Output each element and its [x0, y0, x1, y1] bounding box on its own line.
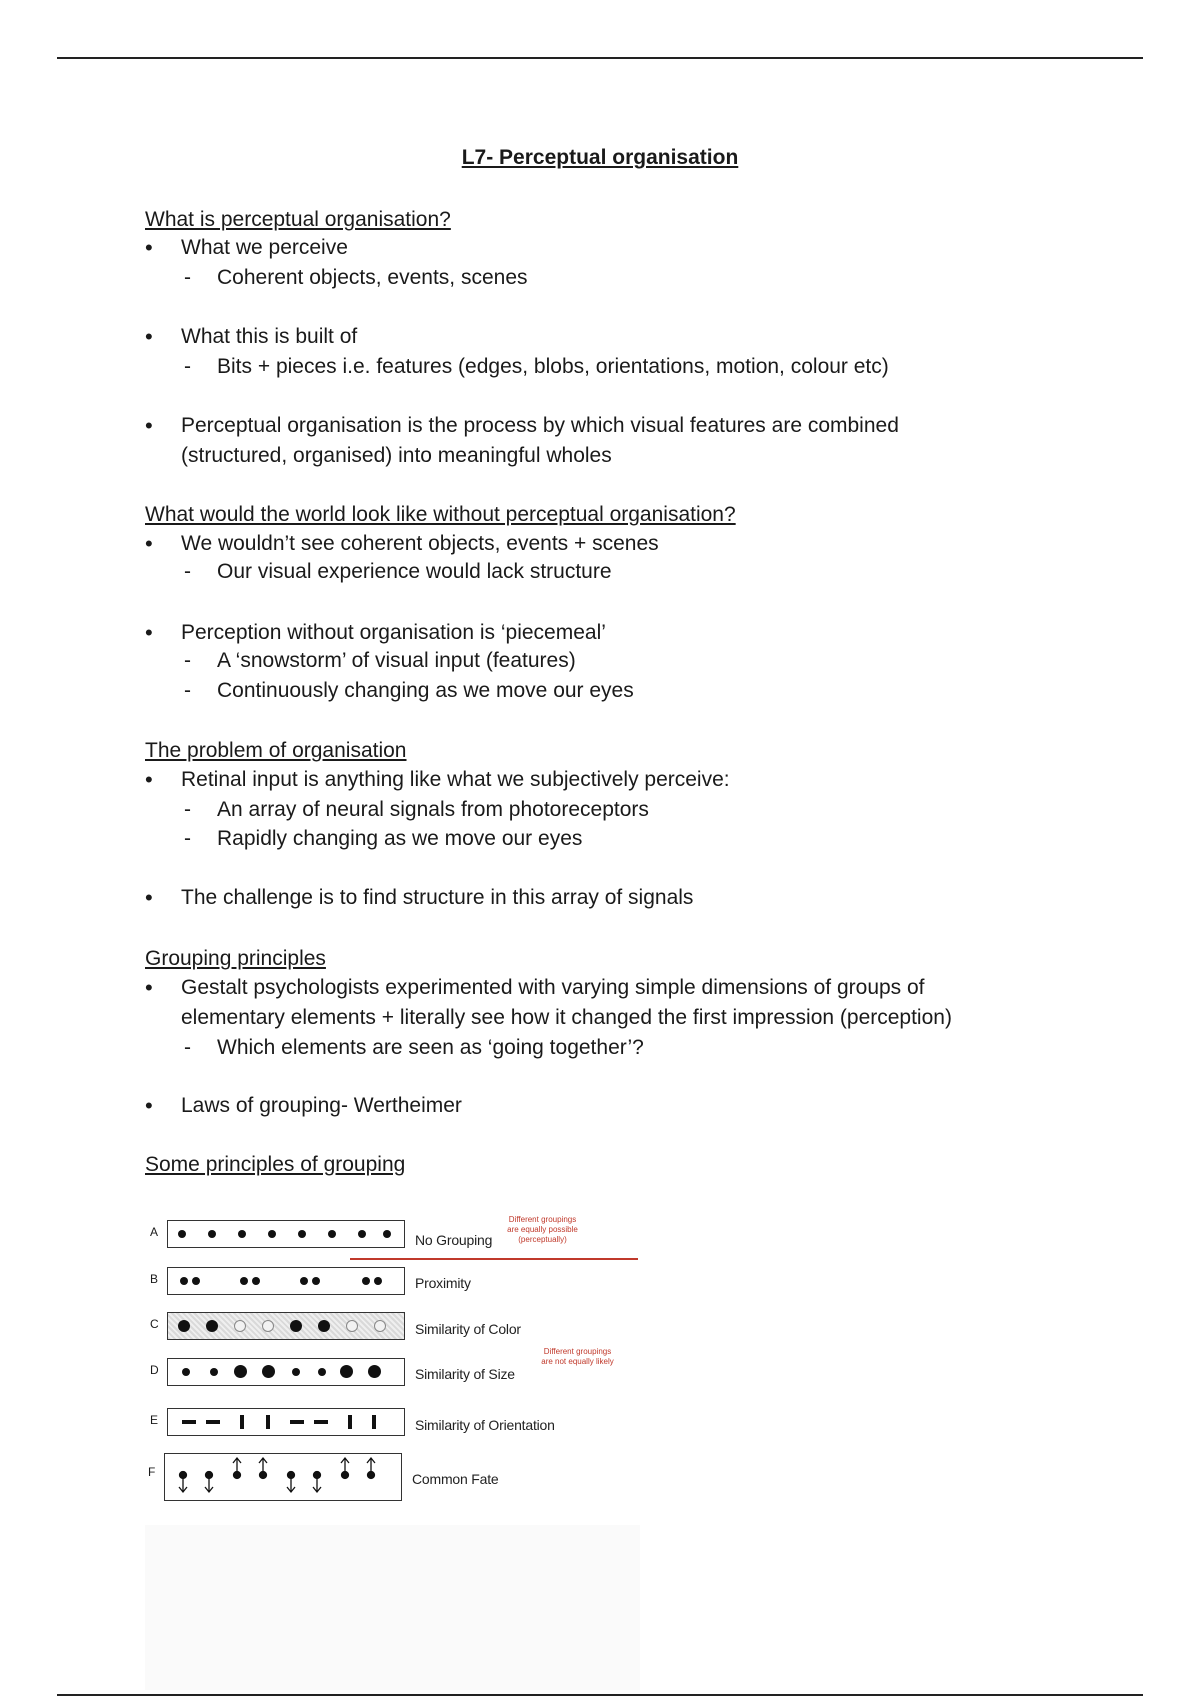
list-subitem: - Continuously changing as we move our eyes	[217, 678, 634, 704]
list-subitem: - Bits + pieces i.e. features (edges, blobs, orientations, motion, colour etc)	[217, 354, 889, 380]
figure-caption: Similarity of Orientation	[415, 1417, 555, 1433]
figure-caption: Proximity	[415, 1275, 471, 1291]
list-subitem: - A ‘snowstorm’ of visual input (features)	[217, 648, 576, 674]
top-rule	[57, 57, 1143, 59]
similarity-of-color-panel	[167, 1312, 405, 1340]
annotation-line: Different groupings	[508, 1215, 577, 1224]
common-fate-panel	[164, 1453, 402, 1501]
row-letter: B	[150, 1272, 159, 1286]
section-heading: Some principles of grouping	[145, 1153, 406, 1176]
figure-background	[145, 1525, 640, 1690]
row-letter: D	[150, 1363, 159, 1377]
dot	[260, 1472, 267, 1479]
section-heading: Grouping principles	[145, 947, 326, 970]
annotation-line: are not equally likely	[541, 1357, 614, 1366]
list-subitem: - Our visual experience would lack structure	[217, 559, 612, 585]
proximity-panel	[167, 1267, 405, 1295]
dot	[206, 1472, 213, 1479]
row-letter: F	[148, 1465, 156, 1479]
list-item: • Perceptual organisation is the process by which visual features are combined	[181, 413, 899, 439]
dot	[288, 1472, 295, 1479]
dot	[314, 1472, 321, 1479]
list-item: • Laws of grouping- Wertheimer	[181, 1093, 462, 1119]
section-heading: The problem of organisation	[145, 739, 407, 762]
dot	[234, 1472, 241, 1479]
annotation-equally-possible	[495, 1215, 590, 1245]
annotation-divider	[350, 1258, 638, 1260]
list-item-continuation: elementary elements + literally see how it changed the first impression (perception)	[181, 1006, 952, 1029]
list-item: • The challenge is to find structure in this array of signals	[181, 885, 693, 911]
row-letter: E	[150, 1413, 159, 1427]
list-item: • What we perceive	[181, 235, 348, 261]
list-subitem: - Which elements are seen as ‘going together’?	[217, 1035, 644, 1061]
section-heading: What would the world look like without perceptual organisation?	[145, 503, 736, 526]
annotation-line: (perceptually)	[518, 1235, 567, 1244]
no-grouping-panel	[167, 1220, 405, 1248]
list-subitem: - Rapidly changing as we move our eyes	[217, 826, 582, 852]
annotation-line: are equally possible	[507, 1225, 578, 1234]
common-fate-arrows	[165, 1454, 401, 1500]
dot	[368, 1472, 375, 1479]
page-title: L7- Perceptual organisation	[461, 146, 739, 169]
section-heading: What is perceptual organisation?	[145, 208, 451, 231]
list-subitem: - An array of neural signals from photoreceptors	[217, 797, 649, 823]
figure-caption: Similarity of Color	[415, 1321, 521, 1337]
list-item: • What this is built of	[181, 324, 357, 350]
annotation-not-equally-likely	[530, 1347, 625, 1367]
list-item: • Gestalt psychologists experimented with varying simple dimensions of groups of	[181, 975, 925, 1001]
grouping-figure	[140, 1195, 640, 1525]
similarity-of-orientation-panel	[167, 1408, 405, 1436]
dot	[180, 1472, 187, 1479]
similarity-of-size-panel	[167, 1358, 405, 1386]
row-letter: A	[150, 1225, 159, 1239]
list-item-continuation: (structured, organised) into meaningful wholes	[181, 444, 612, 467]
list-item: • Perception without organisation is ‘piecemeal’	[181, 620, 606, 646]
list-item: • We wouldn’t see coherent objects, events + scenes	[181, 531, 659, 557]
figure-caption: Common Fate	[412, 1471, 499, 1487]
list-item: • Retinal input is anything like what we subjectively perceive:	[181, 767, 730, 793]
figure-caption: No Grouping	[415, 1232, 493, 1248]
bottom-rule	[57, 1694, 1143, 1696]
row-letter: C	[150, 1317, 159, 1331]
annotation-line: Different groupings	[543, 1347, 612, 1356]
dot	[342, 1472, 349, 1479]
figure-caption: Similarity of Size	[415, 1366, 515, 1382]
list-subitem: - Coherent objects, events, scenes	[217, 265, 528, 291]
